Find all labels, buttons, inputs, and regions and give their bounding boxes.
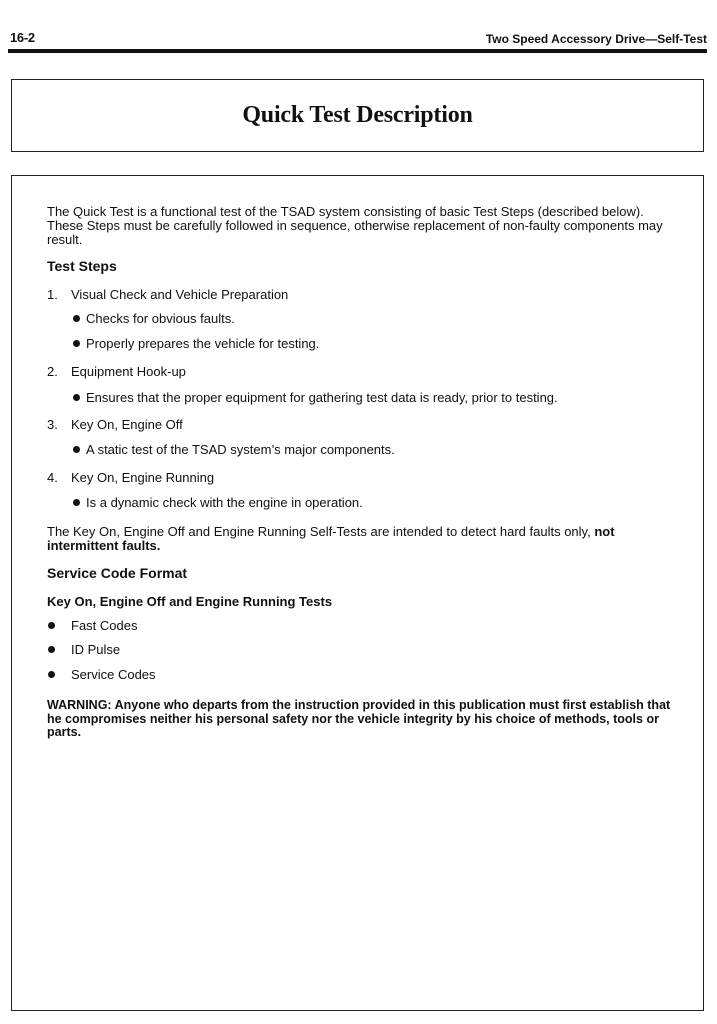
bullet-icon [73, 499, 80, 506]
step-4 [47, 470, 214, 485]
step-1 [47, 287, 288, 302]
step-number: 1. [47, 287, 58, 302]
header-rule [8, 49, 707, 53]
item-text: Service Codes [71, 667, 156, 682]
bullet-text: Properly prepares the vehicle for testing. [86, 336, 320, 351]
step-number: 3. [47, 417, 58, 432]
bullet-icon [48, 671, 55, 678]
service-code-item-3 [48, 667, 156, 682]
step-label: Equipment Hook-up [71, 364, 186, 379]
service-code-subheading: Key On, Engine Off and Engine Running Tests [47, 594, 333, 609]
bullet-icon [48, 646, 55, 653]
item-text: ID Pulse [71, 642, 121, 657]
bullet-icon [73, 394, 80, 401]
bullet-text: Is a dynamic check with the engine in operation. [86, 495, 363, 510]
bullet-icon [73, 340, 80, 347]
self-test-note [47, 525, 687, 553]
service-code-item-2 [48, 642, 120, 657]
step-3-bullet-1 [73, 442, 395, 457]
title-box [11, 79, 704, 152]
bullet-icon [73, 315, 80, 322]
step-number: 4. [47, 470, 58, 485]
service-code-item-1 [48, 618, 137, 633]
item-text: Fast Codes [71, 618, 138, 633]
warning-paragraph: WARNING: Anyone who departs from the instruction provided in this publication must first establish that he compromises neither his personal safety nor the vehicle integrity by his choice of methods, tools or parts. [47, 698, 671, 739]
step-label: Key On, Engine Off [71, 417, 183, 432]
step-number: 2. [47, 364, 58, 379]
bullet-text: A static test of the TSAD system’s major components. [86, 442, 395, 457]
step-label: Visual Check and Vehicle Preparation [71, 287, 289, 302]
step-2 [47, 364, 186, 379]
step-4-bullet-1 [73, 495, 363, 510]
intro-paragraph: The Quick Test is a functional test of the TSAD system consisting of basic Test Steps (described below). These Steps must be carefully followed in sequence, otherwise replacement of non-faulty components may result. [47, 204, 663, 247]
content-box [11, 175, 704, 1011]
note-emphasis: not intermittent faults. [47, 524, 615, 553]
note-text: The Key On, Engine Off and Engine Running Self-Tests are intended to detect hard faults only, [47, 524, 595, 539]
step-1-bullet-2 [73, 336, 319, 351]
step-1-bullet-1 [73, 311, 235, 326]
bullet-icon [73, 446, 80, 453]
bullet-icon [48, 622, 55, 629]
page-header [10, 30, 707, 50]
step-label: Key On, Engine Running [71, 470, 215, 485]
service-code-format-heading: Service Code Format [47, 565, 188, 581]
step-3 [47, 417, 183, 432]
page-title: Quick Test Description [242, 102, 473, 128]
step-2-bullet-1 [73, 390, 558, 405]
bullet-text: Ensures that the proper equipment for gathering test data is ready, prior to testing. [86, 390, 558, 405]
bullet-text: Checks for obvious faults. [86, 311, 235, 326]
running-title: Two Speed Accessory Drive—Self-Test [485, 32, 707, 46]
page-number: 16-2 [10, 30, 35, 45]
test-steps-heading: Test Steps [47, 258, 117, 274]
